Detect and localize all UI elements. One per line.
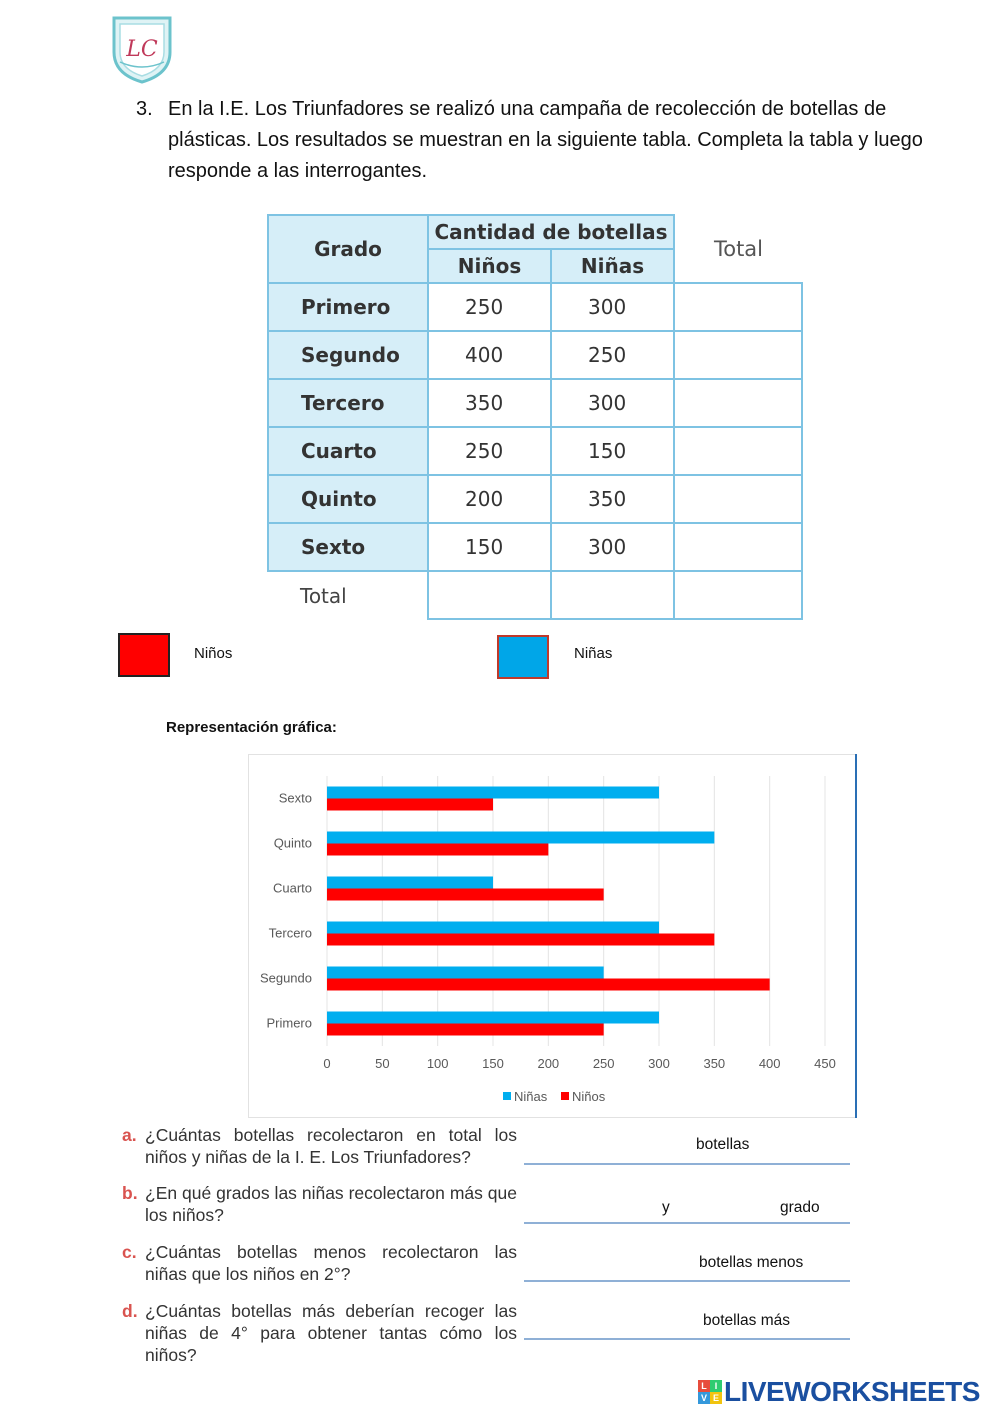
- problem-number: 3.: [136, 98, 153, 120]
- table-row: [268, 475, 802, 523]
- row-girls: 300: [551, 283, 674, 331]
- row-grade: Sexto: [268, 523, 428, 571]
- row-grade: Tercero: [268, 379, 428, 427]
- answer-b-suffix: grado: [780, 1199, 820, 1216]
- problem-text: En la I.E. Los Triunfadores se realizó una campaña de recolección de botellas de plásticas. Los resultados se muestran en la siguiente tabla. Completa la tabla y luego responde a las interrogantes.: [168, 98, 923, 182]
- grand-total-input[interactable]: [674, 571, 802, 619]
- row-grade: Segundo: [268, 331, 428, 379]
- row-grade: Cuarto: [268, 427, 428, 475]
- x-tick-label: 350: [703, 1056, 726, 1071]
- bar-ninos: [327, 844, 548, 856]
- row-total-input[interactable]: [674, 331, 802, 379]
- answer-b-conjunction: y: [662, 1199, 670, 1216]
- question-text: ¿Cuántas botellas recolectaron en total los niños y niñas de la I. E. Los Triunfadores?: [145, 1125, 517, 1167]
- row-total-input[interactable]: [674, 283, 802, 331]
- row-boys: 400: [428, 331, 551, 379]
- x-tick-label: 0: [323, 1056, 331, 1071]
- x-tick-label: 450: [814, 1056, 836, 1071]
- row-grade: Primero: [268, 283, 428, 331]
- bar-ninos: [327, 979, 770, 991]
- row-boys: 250: [428, 283, 551, 331]
- question-text: ¿Cuántas botellas más deberían recoger las niñas de 4° para obtener tantas cómo los niños?: [145, 1301, 517, 1365]
- table-row: [268, 523, 802, 571]
- bar-ninas: [327, 1012, 659, 1024]
- bottle-table: [267, 214, 803, 620]
- question-letter: a.: [122, 1125, 137, 1145]
- bar-ninos: [327, 889, 604, 901]
- legend-label: Niños: [572, 1089, 606, 1104]
- row-girls: 150: [551, 427, 674, 475]
- liveworksheets-brand[interactable]: [698, 1376, 980, 1408]
- answer-a-input[interactable]: [524, 1163, 850, 1165]
- answer-d-suffix: botellas más: [703, 1312, 791, 1329]
- table-row: [268, 331, 802, 379]
- row-girls: 250: [551, 331, 674, 379]
- answer-b-input[interactable]: [524, 1222, 850, 1224]
- y-category-label: Sexto: [278, 790, 312, 806]
- girls-legend-label: Niñas: [574, 645, 613, 662]
- legend-swatch: [561, 1092, 569, 1100]
- row-girls: 350: [551, 475, 674, 523]
- x-tick-label: 300: [648, 1056, 670, 1071]
- girls-header: Niñas: [551, 249, 674, 283]
- question-letter: b.: [122, 1183, 138, 1203]
- boys-legend-label: Niños: [194, 645, 233, 662]
- bar-ninos: [327, 799, 493, 811]
- total-girls-input[interactable]: [551, 571, 674, 619]
- x-tick-label: 100: [426, 1056, 449, 1071]
- brand-name: LIVEWORKSHEETS: [724, 1376, 980, 1407]
- row-girls: 300: [551, 523, 674, 571]
- legend-label: Niñas: [514, 1089, 548, 1104]
- x-tick-label: 250: [592, 1056, 615, 1071]
- row-total-input[interactable]: [674, 523, 802, 571]
- row-boys: 250: [428, 427, 551, 475]
- total-row-label: Total: [268, 571, 428, 619]
- y-category-label: Tercero: [268, 925, 312, 941]
- answer-d-input[interactable]: [524, 1338, 850, 1340]
- table-row: [268, 283, 802, 331]
- x-tick-label: 50: [375, 1056, 390, 1071]
- answer-a-suffix: botellas: [696, 1136, 750, 1153]
- row-grade: Quinto: [268, 475, 428, 523]
- x-tick-label: 150: [482, 1056, 504, 1071]
- row-boys: 200: [428, 475, 551, 523]
- y-category-label: Primero: [266, 1015, 312, 1031]
- table-row: [268, 427, 802, 475]
- bar-ninas: [327, 877, 493, 889]
- row-total-input[interactable]: [674, 475, 802, 523]
- y-category-label: Cuarto: [272, 880, 312, 896]
- question-text: ¿Cuántas botellas menos recolectaron las niñas que los niños en 2°?: [145, 1242, 517, 1284]
- row-boys: 150: [428, 523, 551, 571]
- bar-ninas: [327, 832, 714, 844]
- boys-color-swatch: [118, 633, 170, 677]
- row-boys: 350: [428, 379, 551, 427]
- school-logo: [106, 12, 178, 84]
- question-letter: d.: [122, 1301, 138, 1321]
- total-column-header: Total: [674, 215, 802, 283]
- row-total-input[interactable]: [674, 427, 802, 475]
- bar-ninas: [327, 967, 604, 979]
- question-letter: c.: [122, 1242, 137, 1262]
- group-header: Cantidad de botellas: [428, 215, 674, 249]
- answer-c-suffix: botellas menos: [699, 1254, 804, 1271]
- y-category-label: Segundo: [259, 970, 312, 986]
- legend-swatch: [503, 1092, 511, 1100]
- svg-text:LC: LC: [126, 37, 158, 62]
- bar-ninos: [327, 934, 714, 946]
- table-row: [268, 379, 802, 427]
- x-tick-label: 200: [537, 1056, 560, 1071]
- bar-chart-svg: [248, 754, 858, 1118]
- x-tick-label: 400: [758, 1056, 781, 1071]
- table-total-row: [268, 571, 802, 619]
- total-boys-input[interactable]: [428, 571, 551, 619]
- bar-ninos: [327, 1024, 604, 1036]
- girls-color-swatch: [497, 635, 549, 679]
- boys-header: Niños: [428, 249, 551, 283]
- row-total-input[interactable]: [674, 379, 802, 427]
- bar-ninas: [327, 922, 659, 934]
- answer-c-input[interactable]: [524, 1280, 850, 1282]
- section-title: Representación gráfica:: [166, 719, 337, 736]
- grade-header: Grado: [268, 215, 428, 283]
- bar-chart: [248, 754, 858, 1118]
- question-text: ¿En qué grados las niñas recolectaron más que los niños?: [145, 1183, 517, 1225]
- liveworksheets-logo-icon: L I V E: [698, 1380, 722, 1404]
- bar-ninas: [327, 787, 659, 799]
- row-girls: 300: [551, 379, 674, 427]
- y-category-label: Quinto: [273, 835, 312, 851]
